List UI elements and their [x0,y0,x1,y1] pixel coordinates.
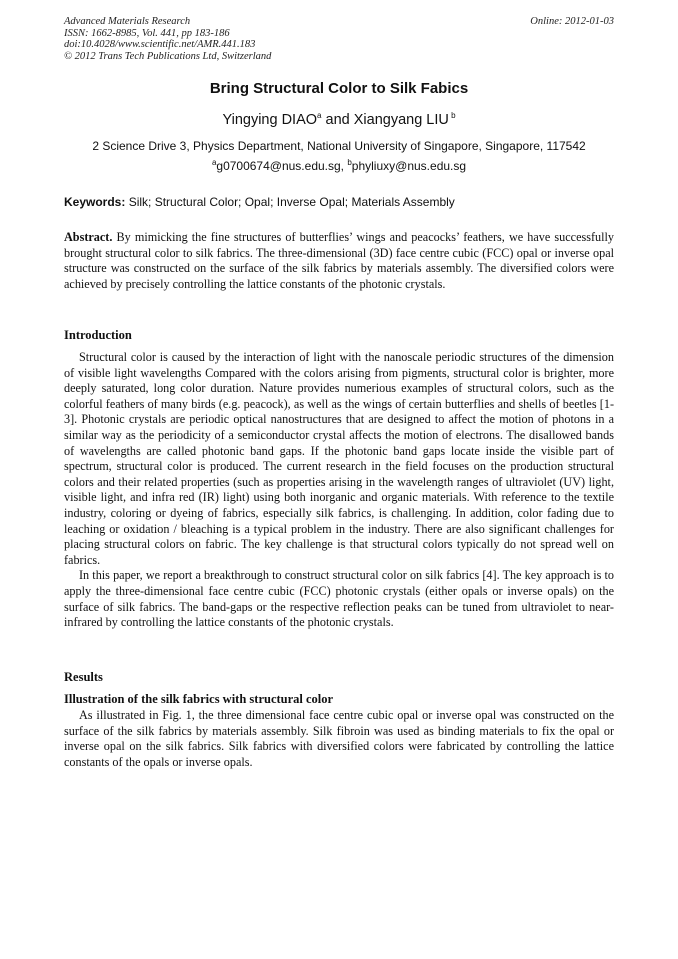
paper-title: Bring Structural Color to Silk Fabics [209,80,469,97]
results-subheading: Illustration of the silk fabrics with structural color [64,692,334,706]
abstract-text: By mimicking the fine structures of butterflies’ wings and peacocks’ feathers, we have successfully brought structural color to silk fabrics. The three-dimensional (3D) face centre cubic (FCC) opal or inverse opal structure was constructed on the surface of the silk fabrics by materials assembly. The diversified colors were achieved by precisely controlling the lattice constants of the photonic crystals. [64,230,614,291]
results-body [64,708,614,770]
email-b-sup: b [347,158,352,167]
authors-and: and [321,112,354,128]
results-paragraph-1: As illustrated in Fig. 1, the three dimensional face centre cubic opal or inverse opal was constructed on the surface of the silk fabrics by materials assembly. Silk fibroin was used as binding materials to fix the opal or inverse opal on the silk fabrics. Silk fabrics with diversified colors were fabricated by controlling the lattice constants of the opals or inverse opals. [64,708,614,769]
journal-header [64,16,271,62]
journal-name: Advanced Materials Research [64,16,191,27]
keywords-text: Silk; Structural Color; Opal; Inverse Opal; Materials Assembly [125,195,455,209]
email-a: g0700674@nus.edu.sg, [216,159,348,173]
author-1-sup: a [317,111,322,121]
email-a-sup: a [211,158,217,167]
keywords-label: Keywords: [64,195,126,209]
affiliation: 2 Science Drive 3, Physics Department, National University of Singapore, Singapore, 117542 [92,139,586,153]
authors [0,112,678,128]
issn: ISSN: 1662-8985, Vol. 441, pp 183-186 [64,27,230,39]
introduction-paragraph-1: Structural color is caused by the interaction of light with the nanoscale periodic structures of the dimension of visible light wavelengths Compared with the colors arising from pigments, structural color is brighter, more deeply saturated, long color duration. Nature provides numerious examples of structural colors, such as the colorful feathers of many birds (e.g. peacock), as well as the wings of certain butterflies and shells of beetles [1-3]. Photonic crystals are periodic optical nanostructures that are designed to affect the motion of photons in a similar way as the periodicity of a semiconductor crystal affects the motion of electrons. The disallowed bands of wavelengths are called photonic band gaps. If the photonic band gaps locate inside the visible part of spectrum, structural color is produced. The current research in the field focuses on the production structural colors and their related properties (such as properties arising in the wavelength ranges of ultraviolet (UV) light, visible light, and infra red (IR) light) using both inorganic and organic materials. With reference to the textile industry, coloring or dyeing of fabrics, especially silk fabrics, is challenging. In addition, color fading due to leaching or oxidation / bleaching is a typical problem in the industry. There are also significant challenges for placing structural colors on fabric. The key challenge is that structural colors typically do not spread well on fabrics. [64,350,614,567]
emails [0,159,678,173]
author-2-sup: b [448,111,456,121]
introduction-body [64,350,614,631]
online-date: Online: 2012-01-03 [530,16,614,27]
author-1: Yingying DIAO [222,112,318,128]
abstract [64,230,614,292]
introduction-paragraph-2: In this paper, we report a breakthrough to construct structural color on silk fabrics [4]. The key approach is to apply the three-dimensional face centre cubic (FCC) photonic crystals (either opals or inverse opals) on the surface of silk fabrics. The band-gaps or the respective reflection peaks can be tuned from ultraviolet to near-infrared by controlling the lattice constants of the photonic crystals. [64,568,614,630]
keywords [64,195,614,209]
introduction-heading: Introduction [64,328,132,342]
doi: doi:10.4028/www.scientific.net/AMR.441.183 [64,39,256,50]
results-heading: Results [64,670,103,684]
abstract-label: Abstract. [64,230,113,244]
copyright: © 2012 Trans Tech Publications Ltd, Switzerland [64,50,272,62]
author-2: Xiangyang LIU [353,112,449,128]
email-b: phyliuxy@nus.edu.sg [351,159,467,173]
